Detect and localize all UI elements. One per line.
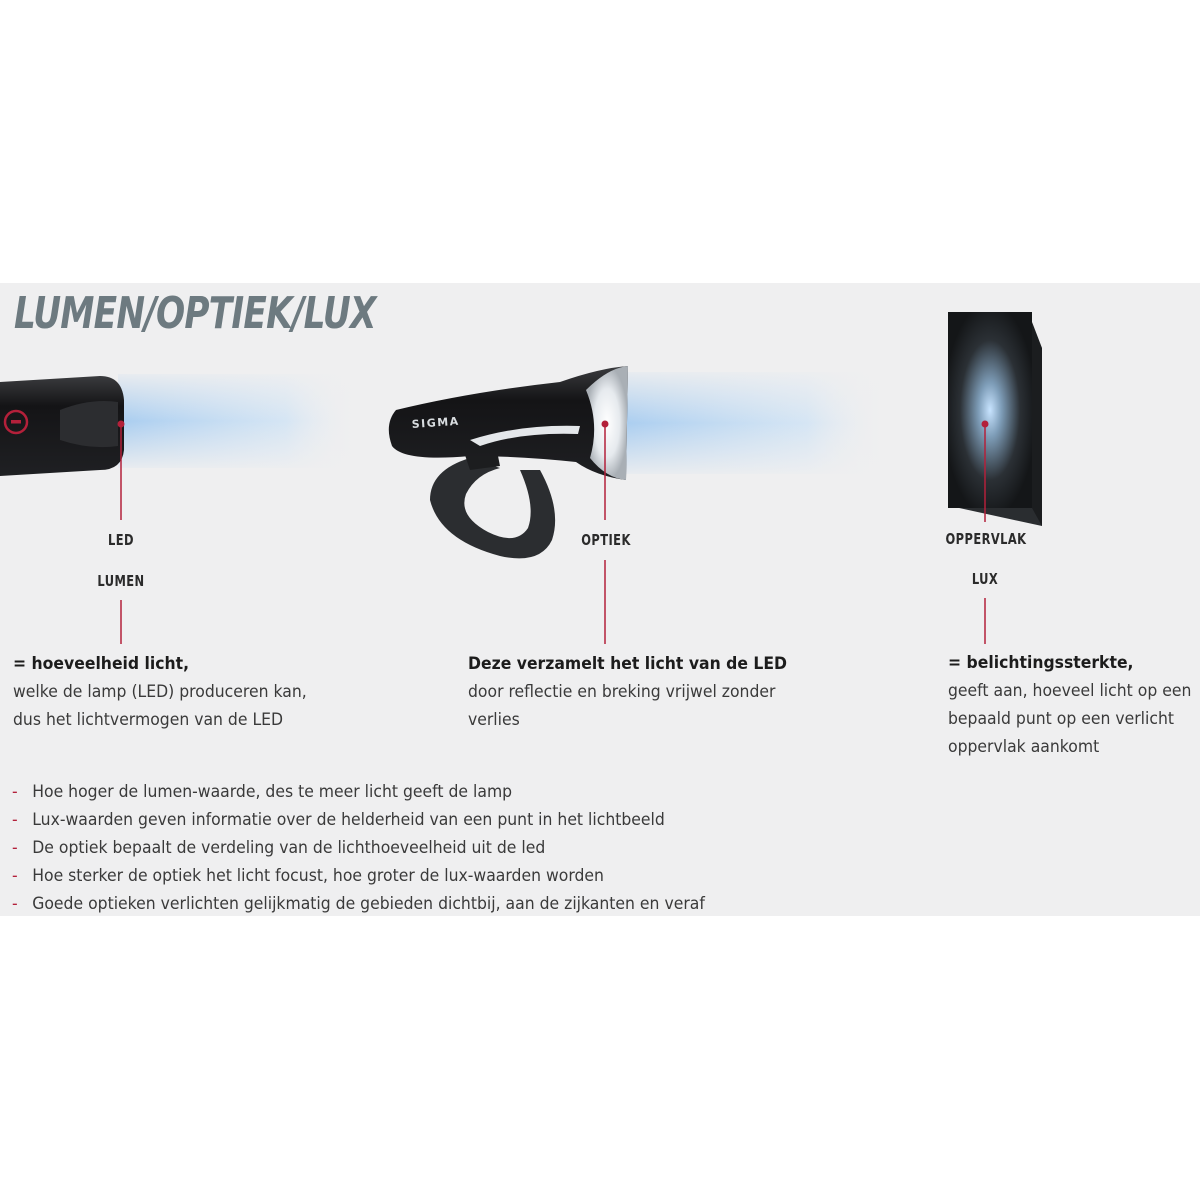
sigma-bike-light-illustration	[389, 366, 628, 558]
label-oppervlak: OPPERVLAK	[945, 530, 1027, 548]
list-item-text: Goede optieken verlichten gelijkmatig de gebieden dichtbij, aan de zijkanten en veraf	[32, 894, 705, 914]
list-item-text: De optiek bepaalt de verdeling van de lichthoeveelheid uit de led	[32, 838, 546, 858]
list-item	[12, 862, 705, 890]
list-item	[12, 890, 705, 918]
optiek-description-line: door reflectie en breking vrijwel zonder	[468, 682, 776, 702]
led-light-beam	[118, 374, 358, 468]
label-lumen: LUMEN	[97, 572, 145, 590]
label-optiek: OPTIEK	[581, 531, 631, 549]
optiek-light-beam	[618, 372, 888, 474]
list-item-text: Hoe sterker de optiek het licht focust, hoe groter de lux-waarden worden	[32, 866, 604, 886]
lumen-description	[13, 650, 307, 734]
lumen-description-line: welke de lamp (LED) produceren kan,	[13, 682, 307, 702]
sigma-logo: SIGMA	[411, 414, 461, 431]
list-item-text: Lux-waarden geven informatie over de helderheid van een punt in het lichtbeeld	[32, 810, 665, 830]
label-lux: LUX	[971, 570, 999, 588]
label-led: LED	[108, 531, 134, 549]
optiek-description-heading: Deze verzamelt het licht van de LED	[468, 654, 788, 674]
optiek-description-line: verlies	[468, 710, 520, 730]
list-item	[12, 834, 705, 862]
led-lamp-illustration	[0, 376, 124, 476]
lux-description-heading: = belichtingssterkte,	[948, 653, 1134, 673]
handlebar-mount	[430, 458, 555, 558]
bullet-marker: -	[12, 894, 18, 914]
surface-illustration	[948, 312, 1042, 526]
bullet-marker: -	[12, 782, 18, 802]
lumen-description-line: dus het lichtvermogen van de LED	[13, 710, 284, 730]
list-item-text: Hoe hoger de lumen-waarde, des te meer licht geeft de lamp	[32, 782, 513, 802]
lux-description-line: geeft aan, hoeveel licht op een	[948, 681, 1192, 701]
diagram-title: LUMEN/OPTIEK/LUX	[14, 288, 376, 339]
lux-description-line: oppervlak aankomt	[948, 737, 1100, 757]
bullet-marker: -	[12, 810, 18, 830]
optiek-description	[468, 650, 787, 734]
facts-list	[12, 778, 705, 918]
lux-description	[948, 649, 1191, 761]
lumen-description-heading: = hoeveelheid licht,	[13, 654, 190, 674]
list-item	[12, 778, 705, 806]
lux-description-line: bepaald punt op een verlicht	[948, 709, 1174, 729]
bullet-marker: -	[12, 866, 18, 886]
list-item	[12, 806, 705, 834]
bullet-marker: -	[12, 838, 18, 858]
